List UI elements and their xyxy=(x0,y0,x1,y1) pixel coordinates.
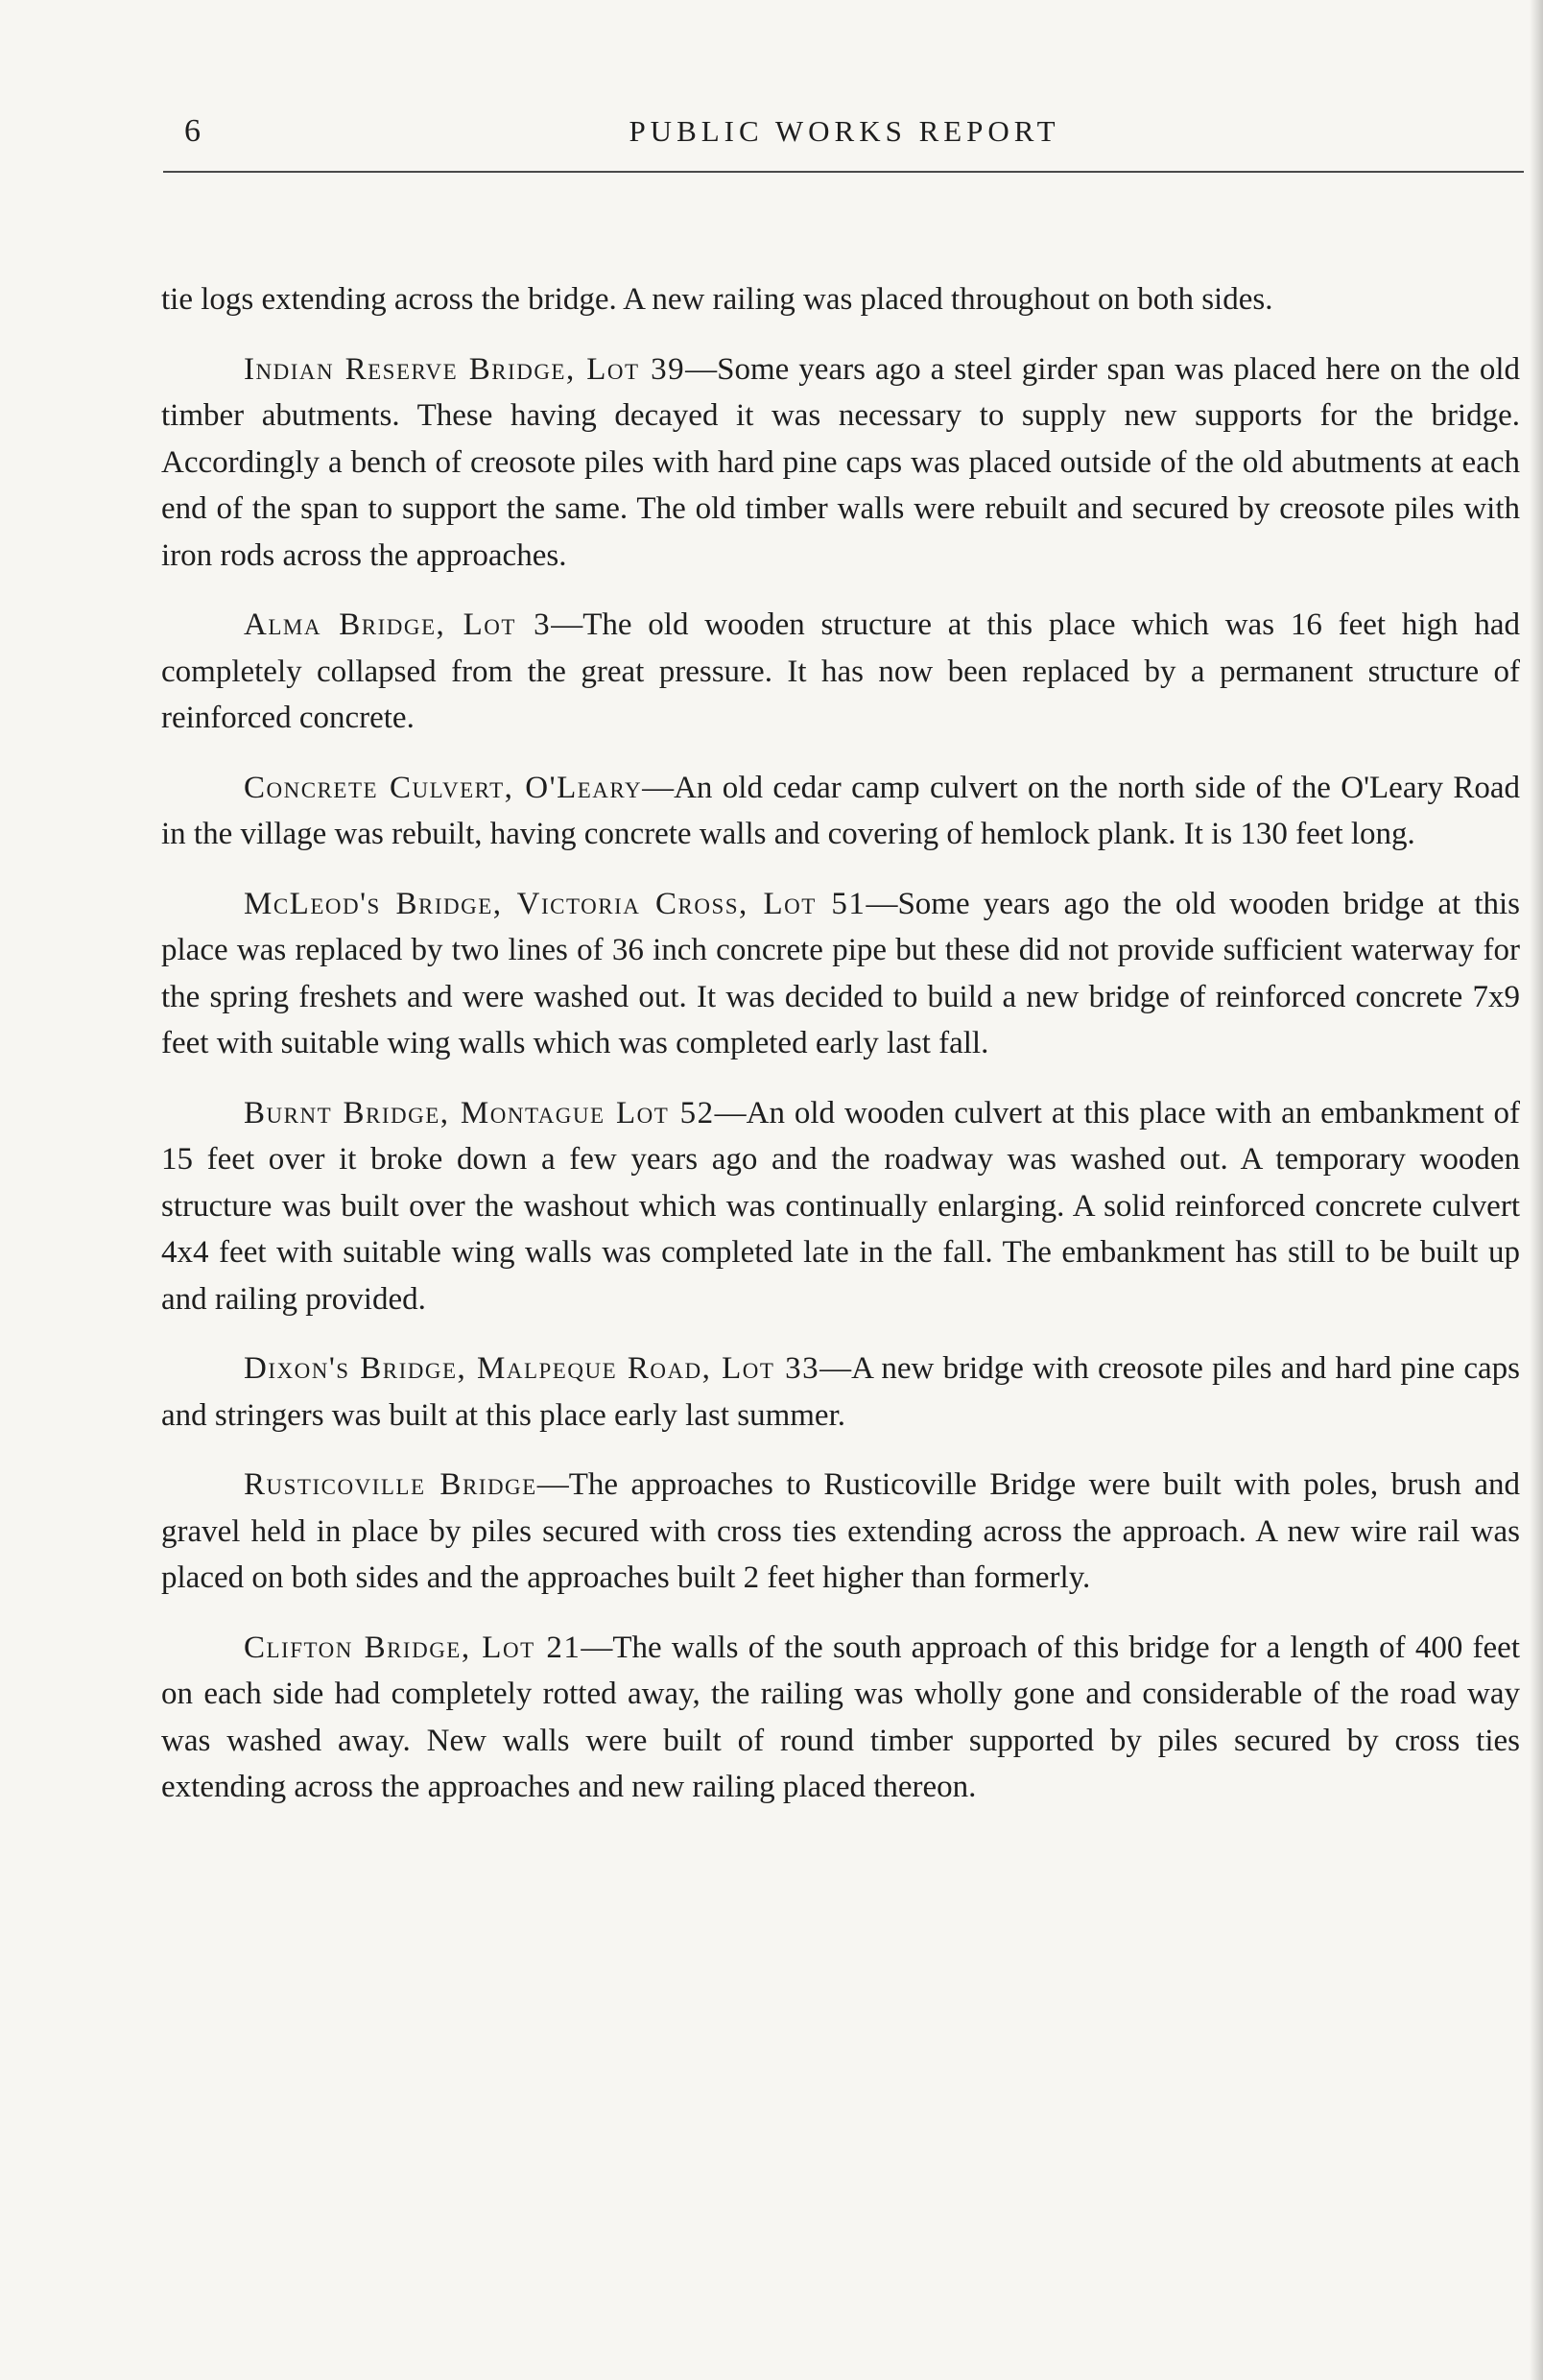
paragraph-text: —An old cedar camp culvert on the north side of the O'Leary Road in the village was rebuilt, having concrete walls and covering of hemlock plank. It is 130 feet long. xyxy=(161,770,1520,851)
paragraph-continuation xyxy=(161,276,1520,323)
paragraph-mcleods-bridge xyxy=(161,881,1520,1067)
paragraph-clifton-bridge xyxy=(161,1625,1520,1811)
page-number: 6 xyxy=(184,113,201,149)
paragraph-heading: Burnt Bridge, Montague Lot 52 xyxy=(244,1095,715,1130)
paragraph-heading: Clifton Bridge, Lot 21 xyxy=(244,1630,582,1665)
paragraph-concrete-culvert xyxy=(161,765,1520,858)
paragraph-alma-bridge xyxy=(161,602,1520,742)
paragraph-heading: Rusticoville Bridge xyxy=(244,1467,537,1502)
paragraph-heading: Indian Reserve Bridge, Lot 39 xyxy=(244,351,686,387)
paragraph-text: —An old wooden culvert at this place with an embankment of 15 feet over it broke down a few years ago and the roadway was washed out. A temporary wooden structure was built over the washout which was continually enlarging. A solid reinforced concrete culvert 4x4 feet with suitable wing walls was completed late in the fall. The embankment has still to be built up and railing provided. xyxy=(161,1095,1520,1317)
paragraph-burnt-bridge xyxy=(161,1090,1520,1323)
body-text xyxy=(161,276,1520,1834)
paragraph-text: —Some years ago the old wooden bridge at this place was replaced by two lines of 36 inch concrete pipe but these did not provide sufficient waterway for the spring freshets and were washed out. It was decided to build a new bridge of reinforced concrete 7x9 feet with suitable wing walls which was completed early last fall. xyxy=(161,886,1521,1060)
header-rule xyxy=(163,171,1524,173)
running-head: PUBLIC WORKS REPORT xyxy=(629,114,1060,148)
paragraph-dixons-bridge xyxy=(161,1345,1520,1439)
page-edge-shadow xyxy=(1530,0,1543,2380)
paragraph-heading: Dixon's Bridge, Malpeque Road, Lot 33 xyxy=(244,1351,820,1386)
paragraph-indian-reserve-bridge xyxy=(161,346,1520,580)
paragraph-text: —Some years ago a steel girder span was placed here on the old timber abutments. These having decayed it was necessary to supply new supports for the bridge. Accordingly a bench of creosote piles with hard pine caps was placed outside of the old abutments at each end of the span to support the same. The old timber walls were rebuilt and secured by creosote piles with iron rods across the approaches. xyxy=(161,351,1520,573)
paragraph-text: —The approaches to Rusticoville Bridge were built with poles, brush and gravel held in place by piles secured with cross ties extending across the approach. A new wire rail was placed on both sides and the approaches built 2 feet higher than formerly. xyxy=(161,1467,1520,1595)
paragraph-text: —The old wooden structure at this place which was 16 feet high had completely collapsed from the great pressure. It has now been replaced by a permanent structure of reinforced concrete. xyxy=(161,607,1520,735)
paragraph-rusticoville-bridge xyxy=(161,1462,1520,1602)
paragraph-heading: Concrete Culvert, O'Leary xyxy=(244,770,643,805)
paragraph-text: —The walls of the south approach of this bridge for a length of 400 feet on each side had completely rotted away, the railing was wholly gone and considerable of the road way was washed away. New walls were built of round timber supported by piles secured by cross ties extending across the approaches and new railing placed thereon. xyxy=(161,1630,1520,1804)
paragraph-text: tie logs extending across the bridge. A new railing was placed throughout on both sides. xyxy=(161,282,1273,317)
paragraph-heading: Alma Bridge, Lot 3 xyxy=(244,607,552,642)
paragraph-text: —A new bridge with creosote piles and hard pine caps and stringers was built at this place early last summer. xyxy=(161,1351,1520,1433)
page-header xyxy=(163,107,1526,155)
paragraph-heading: McLeod's Bridge, Victoria Cross, Lot 51 xyxy=(244,886,866,921)
